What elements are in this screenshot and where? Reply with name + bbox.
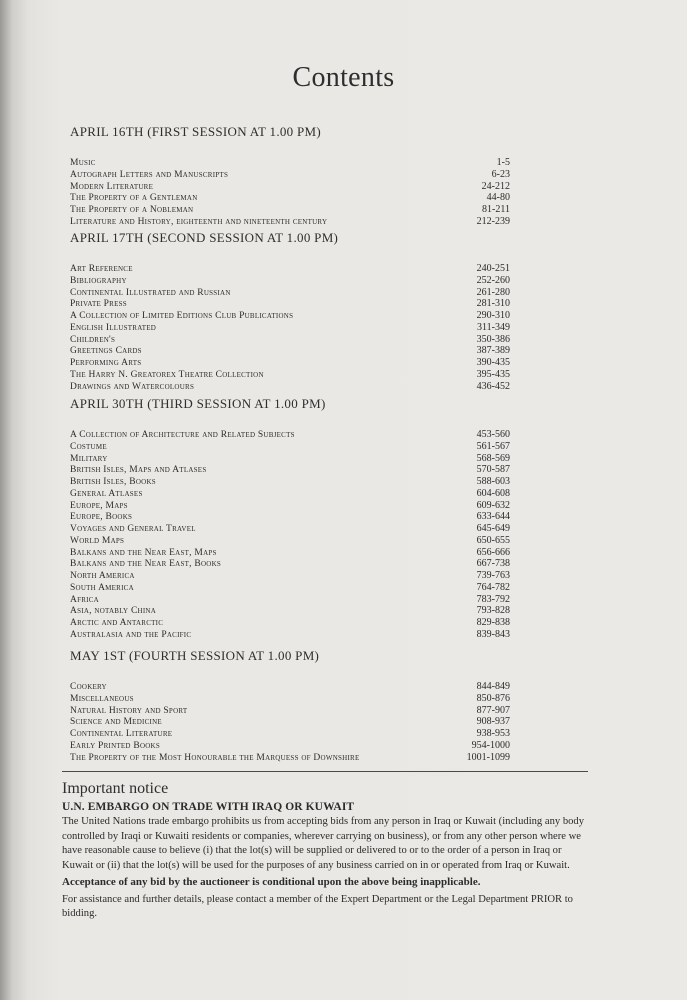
entry-label: Europe, Maps [70,500,128,511]
entry-label: Music [70,158,96,168]
entry-pages: 395-435 [476,368,510,380]
contents-entry [70,728,510,740]
contents-entry [70,216,510,228]
entry-label: Europe, Books [70,512,133,523]
entry-label: British Isles, Books [70,477,156,487]
entry-label: Australasia and the Pacific [70,629,192,640]
contents-entry [70,441,510,453]
entry-label: The Property of the Most Honourable the Marquess of Downshire [70,752,360,763]
entry-label: The Harry N. Greatorex Theatre Collection [70,369,264,380]
entry-label: Early Printed Books [70,740,160,751]
entry-pages: 453-560 [476,429,510,440]
notice-assistance: For assistance and further details, please contact a member of the Expert Department or the Legal Department PRIOR to bidding. [62,893,573,919]
contents-entry [70,369,510,381]
contents-entry [70,157,510,169]
entry-pages: 839-843 [476,628,510,640]
entry-label: Performing Arts [70,358,142,368]
contents-entry [70,181,510,193]
contents-entry [70,629,510,641]
contents-entry [70,594,510,606]
entry-label: Continental Literature [70,729,173,739]
entry-label: Private Press [70,299,127,310]
entry-label: Africa [70,594,99,605]
entry-label: Science and Medicine [70,717,162,728]
entry-label: Arctic and Antarctic [70,618,164,628]
entry-label: North America [70,571,135,581]
session-items [70,429,510,641]
contents-entry [70,582,510,594]
entry-pages: 1-5 [496,157,510,168]
entry-pages: 633-644 [476,511,510,523]
notice-body: The United Nations trade embargo prohibits us from accepting bids from any person in Iraq or Kuwait (including any body controlled by Iraqi or Kuwaiti residents or companies, wherever carrying on business), or from any other person where we have reasonable cause to believe (i) that the lot(s) will be supplied or delivered to or to the order of a person in Iraq or Kuwait or (ii) that the lot(s) will be used for the purposes of any business carried on in or operated from Iraq or Kuwait. [62,816,585,871]
entry-pages: 656-666 [476,546,510,558]
contents-entry [70,381,510,393]
entry-pages: 240-251 [476,263,510,274]
contents-entry [70,322,510,334]
contents-entry [70,617,510,629]
entry-label: A Collection of Limited Editions Club Publications [70,311,294,321]
entry-pages: 877-907 [476,704,510,716]
contents-entry [70,310,510,322]
contents-entry [70,716,510,728]
entry-pages: 783-792 [476,593,510,605]
entry-label: Bibliography [70,275,127,286]
entry-pages: 350-386 [476,333,510,345]
entry-label: Art Reference [70,264,133,274]
entry-label: Modern Literature [70,181,154,192]
entry-pages: 6-23 [491,168,510,180]
entry-pages: 739-763 [476,570,510,581]
contents-entry [70,705,510,717]
entry-label: General Atlases [70,488,143,499]
entry-pages: 261-280 [476,286,510,298]
notice-subheading: U.N. EMBARGO ON TRADE WITH IRAQ OR KUWAIT [62,801,355,813]
session-items [70,681,510,763]
contents-entry [70,334,510,346]
entry-label: Voyages and General Travel [70,524,196,534]
entry-pages: 908-937 [476,716,510,728]
contents-entry [70,693,510,705]
contents-entry [70,464,510,476]
entry-label: English Illustrated [70,322,157,333]
entry-label: Costume [70,441,107,452]
entry-pages: 650-655 [476,534,510,546]
contents-entry [70,570,510,582]
contents-entry [70,357,510,369]
entry-pages: 568-569 [476,452,510,464]
entry-pages: 290-310 [476,310,510,321]
entry-pages: 436-452 [476,380,510,392]
contents-entry [70,535,510,547]
divider [62,771,588,772]
entry-pages: 212-239 [476,215,510,227]
notice-heading: Important notice [62,780,169,797]
entry-label: World Maps [70,535,125,546]
entry-label: Balkans and the Near East, Books [70,559,222,570]
session-4 [70,648,510,763]
important-notice [62,780,592,922]
entry-pages: 561-567 [476,440,510,452]
session-heading: APRIL 30TH (THIRD SESSION AT 1.00 PM) [70,396,326,411]
contents-entry [70,547,510,559]
entry-pages: 829-838 [476,617,510,628]
session-heading: APRIL 17TH (SECOND SESSION AT 1.00 PM) [70,230,339,245]
entry-label: Asia, notably China [70,606,157,617]
entry-pages: 252-260 [476,274,510,286]
entry-pages: 645-649 [476,523,510,534]
entry-pages: 938-953 [476,728,510,739]
entry-pages: 44-80 [486,192,510,204]
entry-label: A Collection of Architecture and Related Subjects [70,430,295,440]
contents-entry [70,287,510,299]
entry-pages: 764-782 [476,581,510,593]
contents-entry [70,345,510,357]
entry-label: Drawings and Watercolours [70,381,195,392]
entry-pages: 793-828 [476,605,510,617]
contents-entry [70,740,510,752]
session-heading: MAY 1ST (FOURTH SESSION AT 1.00 PM) [70,648,320,663]
entry-label: Greetings Cards [70,346,142,357]
contents-entry [70,511,510,523]
entry-pages: 609-632 [476,499,510,511]
entry-pages: 281-310 [476,298,510,310]
entry-label: Natural History and Sport [70,705,188,716]
entry-pages: 604-608 [476,487,510,499]
entry-label: The Property of a Nobleman [70,205,194,215]
entry-label: The Property of a Gentleman [70,193,198,204]
entry-label: Literature and History, eighteenth and nineteenth century [70,216,328,227]
entry-pages: 570-587 [476,464,510,476]
contents-entry [70,500,510,512]
contents-entry [70,752,510,764]
contents-entry [70,681,510,693]
entry-pages: 81-211 [482,204,510,215]
entry-label: Continental Illustrated and Russian [70,287,231,298]
entry-pages: 588-603 [476,476,510,487]
entry-pages: 311-349 [477,321,510,333]
contents-entry [70,192,510,204]
entry-pages: 667-738 [476,558,510,570]
entry-pages: 387-389 [476,345,510,357]
session-2 [70,230,510,392]
session-3 [70,396,510,641]
entry-label: British Isles, Maps and Atlases [70,465,207,476]
session-items [70,157,510,228]
contents-entry [70,523,510,535]
entry-label: Autograph Letters and Manuscripts [70,169,229,180]
session-items [70,263,510,392]
contents-entry [70,605,510,617]
entry-pages: 24-212 [481,180,510,192]
contents-entry [70,476,510,488]
contents-entry [70,298,510,310]
session-1 [70,124,510,228]
page-title: Contents [292,62,395,93]
entry-label: Miscellaneous [70,693,134,704]
contents-entry [70,169,510,181]
contents-entry [70,204,510,216]
entry-label: Cookery [70,682,107,692]
entry-pages: 1001-1099 [466,751,510,763]
contents-entry [70,263,510,275]
entry-label: South America [70,582,134,593]
session-heading: APRIL 16TH (FIRST SESSION AT 1.00 PM) [70,124,322,139]
contents-entry [70,429,510,441]
notice-condition: Acceptance of any bid by the auctioneer is conditional upon the above being inapplicable. [62,876,481,888]
entry-label: Balkans and the Near East, Maps [70,547,217,558]
entry-pages: 954-1000 [471,739,510,751]
entry-label: Children's [70,334,116,345]
contents-entry [70,275,510,287]
entry-pages: 390-435 [476,357,510,368]
contents-entry [70,488,510,500]
entry-pages: 844-849 [476,681,510,692]
entry-pages: 850-876 [476,692,510,704]
contents-entry [70,453,510,465]
contents-entry [70,558,510,570]
entry-label: Military [70,453,108,464]
